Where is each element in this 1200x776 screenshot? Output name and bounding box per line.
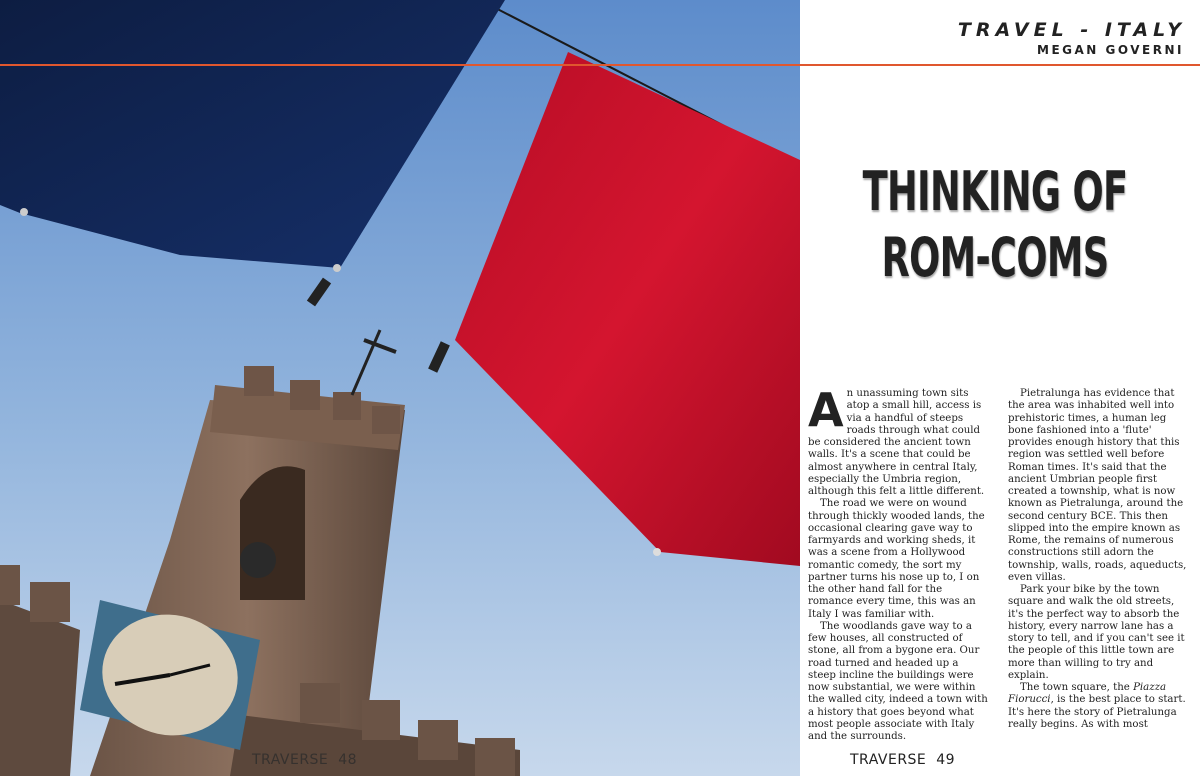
flag-grommet	[20, 208, 28, 216]
section-label: TRAVEL - ITALY	[957, 19, 1186, 41]
flag-grommet	[333, 264, 341, 272]
magazine-name: TRAVERSE	[252, 752, 329, 768]
body-column-1	[808, 383, 988, 743]
author-byline: MEGAN GOVERNI	[1037, 43, 1184, 57]
article-body	[808, 383, 1188, 743]
paragraph	[808, 383, 988, 498]
magazine-name: TRAVERSE	[850, 752, 927, 768]
paragraph-text: , is the best place to start. It's here the story of Pietralunga really begins. As with most	[1008, 694, 1186, 730]
page-number: 49	[936, 752, 956, 768]
place-name: Piazza Fiorucci	[1008, 682, 1167, 706]
body-column-2	[1008, 388, 1188, 743]
paragraph-text: n unassuming town sits atop a small hill, access is via a handful of steeps roads through what could be considered the ancient town walls. It's a scene that could be almost anywhere in central Italy, especially the Umbria region, although this felt a little different.	[808, 388, 985, 497]
header-rule	[0, 64, 1200, 66]
paragraph-text: The town square, the	[1020, 682, 1134, 693]
paragraph: Pietralunga has evidence that the area was inhabited well into prehistoric times, a human leg bone fashioned into a 'flute' provides enough history that this region was settled well before Roman times. It's said that the ancient Umbrian people first created a township, what is now known as Pietralunga, around the second century BCE. This then slipped into the empire known as Rome, the remains of numerous constructions still adorn the township, walls, roads, aqueducts, even villas.	[1008, 388, 1187, 583]
paragraph: The road we were on wound through thickly wooded lands, the occasional clearing gave way to farmyards and working sheds, it was a scene from a Hollywood romantic comedy, the sort my partner turns his nose up to, I on the other hand fall for the romance every time, this was an Italy I was familiar with.	[808, 498, 985, 620]
article-page	[800, 0, 1200, 776]
page-number-right	[850, 752, 955, 768]
flag-grommet	[653, 548, 661, 556]
paragraph: Park your bike by the town square and walk the old streets, it's the perfect way to absorb the history, every narrow lane has a story to tell, and if you can't see it the people of this little town are more than willing to try and explain.	[1008, 584, 1185, 681]
article-title-line-2: ROM-COMS	[881, 226, 1109, 289]
page-number: 48	[338, 752, 358, 768]
paragraph: The woodlands gave way to a few houses, all constructed of stone, all from a bygone era. Our road turned and headed up a steep incline the buildings were now substantial, we were within the walled city, indeed a town with a history that goes beyond what most people associate with Italy and the surrounds.	[808, 620, 988, 742]
paragraph	[1008, 682, 1188, 731]
page-number-left	[252, 752, 357, 768]
article-title-line-1: THINKING OF	[862, 160, 1128, 223]
drop-cap: A	[808, 383, 844, 437]
